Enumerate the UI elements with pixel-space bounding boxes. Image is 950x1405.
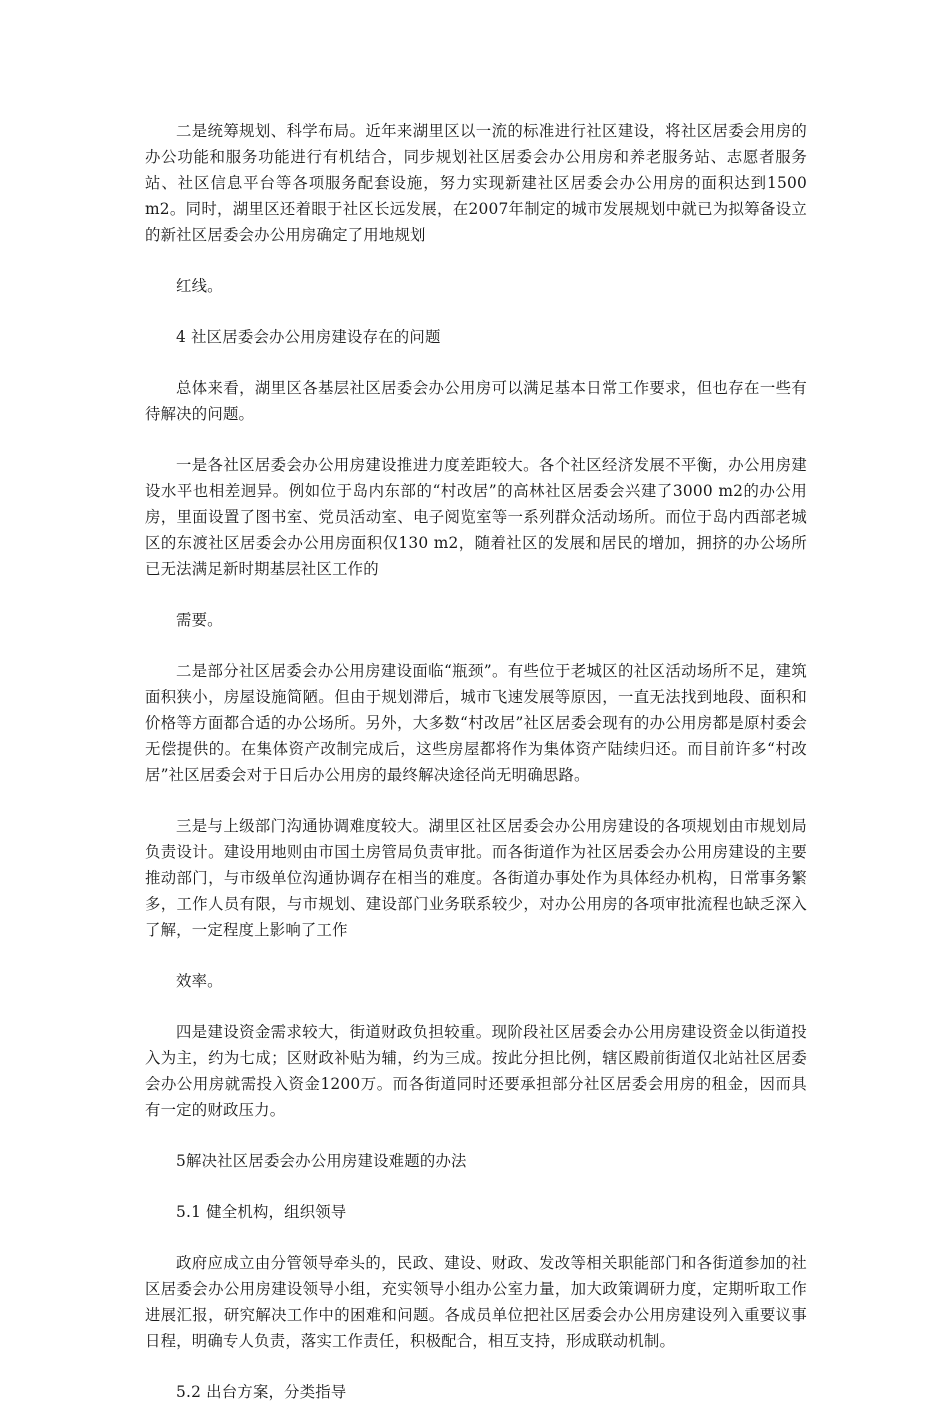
document-body	[145, 118, 807, 1405]
paragraph-planning-continued: 红线。	[176, 277, 223, 295]
paragraph-issue-2: 二是部分社区居委会办公用房建设面临“瓶颈”。有些位于老城区的社区活动场所不足，建筑面积狭小，房屋设施简陋。但由于规划滞后，城市飞速发展等原因，一直无法找到地段、面积和价格等方面都合适的办公场所。另外，大多数“村改居”社区居委会现有的办公用房都是原村委会无偿提供的。在集体资产改制完成后，这些房屋都将作为集体资产陆续归还。而目前许多“村改居”社区居委会对于日后办公用房的最终解决途径尚无明确思路。	[145, 662, 807, 784]
paragraph-issue-4: 四是建设资金需求较大，街道财政负担较重。现阶段社区居委会办公用房建设资金以街道投入为主，约为七成；区财政补贴为辅，约为三成。按此分担比例，辖区殿前街道仅北站社区居委会办公用房就需投入资金1200万。而各街道同时还要承担部分社区居委会用房的租金，因而具有一定的财政压力。	[145, 1023, 807, 1119]
subsection-heading-5-1: 5.1 健全机构，组织领导	[176, 1203, 347, 1221]
paragraph-issue-1: 一是各社区居委会办公用房建设推进力度差距较大。各个社区经济发展不平衡，办公用房建设水平也相差迥异。例如位于岛内东部的“村改居”的高林社区居委会兴建了3000 m2的办公用房，里面设置了图书室、党员活动室、电子阅览室等一系列群众活动场所。而位于岛内西部老城区的东渡社区居委会办公用房面积仅130 m2，随着社区的发展和居民的增加，拥挤的办公场所已无法满足新时期基层社区工作的	[145, 456, 807, 578]
paragraph-issue-3-continued: 效率。	[176, 972, 223, 990]
paragraph-issue-1-continued: 需要。	[176, 611, 223, 629]
paragraph-planning: 二是统筹规划、科学布局。近年来湖里区以一流的标准进行社区建设，将社区居委会用房的办公功能和服务功能进行有机结合，同步规划社区居委会办公用房和养老服务站、志愿者服务站、社区信息平台等各项服务配套设施，努力实现新建社区居委会办公用房的面积达到1500 m2。同时，湖里区还着眼于社区长远发展，在2007年制定的城市发展规划中就已为拟筹备设立的新社区居委会办公用房确定了用地规划	[145, 122, 807, 244]
subsection-heading-5-2: 5.2 出台方案，分类指导	[176, 1383, 347, 1401]
section-heading-4: 4 社区居委会办公用房建设存在的问题	[176, 328, 441, 346]
paragraph-organization: 政府应成立由分管领导牵头的，民政、建设、财政、发改等相关职能部门和各街道参加的社区居委会办公用房建设领导小组，充实领导小组办公室力量，加大政策调研力度，定期听取工作进展汇报，研究解决工作中的困难和问题。各成员单位把社区居委会办公用房建设列入重要议事日程，明确专人负责，落实工作责任，积极配合，相互支持，形成联动机制。	[145, 1254, 807, 1350]
paragraph-overview: 总体来看，湖里区各基层社区居委会办公用房可以满足基本日常工作要求，但也存在一些有待解决的问题。	[145, 379, 807, 423]
paragraph-issue-3: 三是与上级部门沟通协调难度较大。湖里区社区居委会办公用房建设的各项规划由市规划局负责设计。建设用地则由市国土房管局负责审批。而各街道作为社区居委会办公用房建设的主要推动部门，与市级单位沟通协调存在相当的难度。各街道办事处作为具体经办机构，日常事务繁多，工作人员有限，与市规划、建设部门业务联系较少，对办公用房的各项审批流程也缺乏深入了解，一定程度上影响了工作	[145, 817, 807, 939]
section-heading-5: 5解决社区居委会办公用房建设难题的办法	[176, 1152, 467, 1170]
